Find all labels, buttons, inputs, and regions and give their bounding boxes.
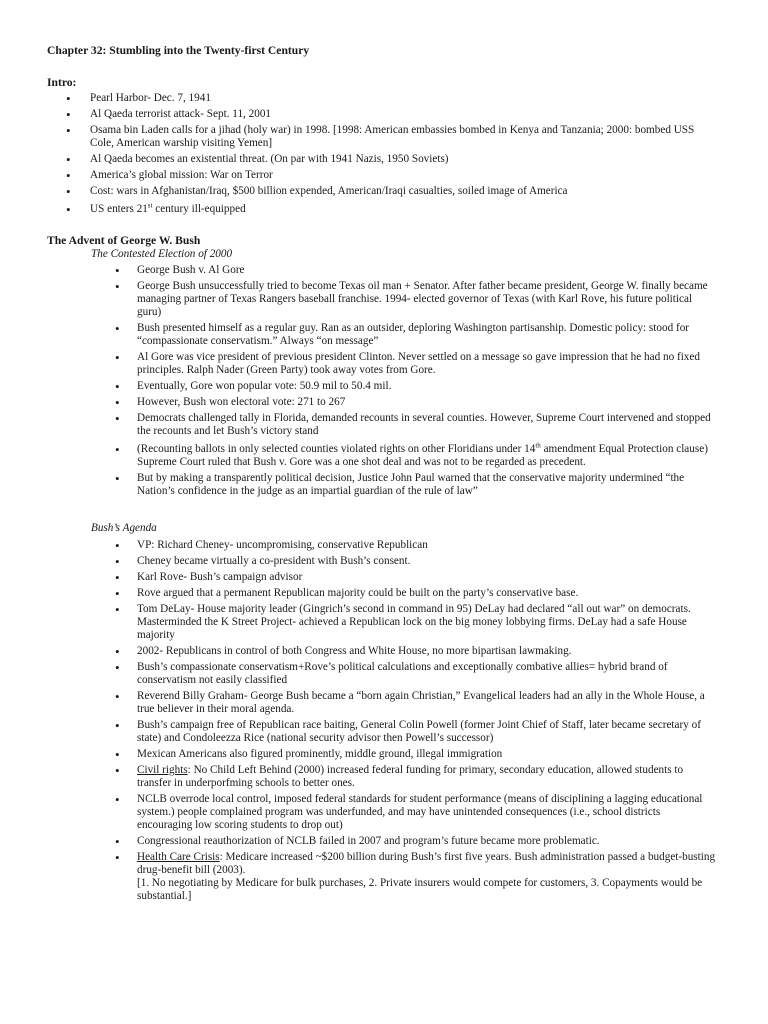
list-item <box>137 764 717 790</box>
list-item: • George Bush v. Al Gore <box>137 264 717 277</box>
list-item: • Al Qaeda terrorist attack- Sept. 11, 2001 <box>90 108 720 121</box>
intro-heading: Intro: <box>47 76 77 89</box>
list-item: • Reverend Billy Graham- George Bush became a “born again Christian,” Evangelical leaders had an ally in the Whole House, a true believer in their moral agenda. <box>137 690 717 716</box>
item-text: : Medicare increased ~$200 billion during Bush’s first five years. Bush administration passed a budget-busting drug-benefit bill (2003). <box>137 851 716 876</box>
list-item: • Al Qaeda becomes an existential threat. (On par with 1941 Nazis, 1950 Soviets) <box>90 153 720 166</box>
list-item: • However, Bush won electoral vote: 271 to 267 <box>137 396 717 409</box>
item-text: amendment Equal Protection clause) Supreme Court ruled that Bush v. Gore was a one shot deal and was not to be regarded as precedent. <box>137 443 708 468</box>
item-note: [1. No negotiating by Medicare for bulk purchases, 2. Private insurers would compete for customers, 3. Copayments would be substantial.] <box>137 877 703 902</box>
list-item: • Rove argued that a permanent Republican majority could be built on the party’s conservative base. <box>137 587 717 600</box>
list-item: • 2002- Republicans in control of both Congress and White House, no more bipartisan lawmaking. <box>137 645 717 658</box>
item-text: century ill-equipped <box>152 203 246 215</box>
superscript: th <box>535 441 541 450</box>
item-text: US enters 21 <box>90 203 148 215</box>
list-item: • Al Gore was vice president of previous president Clinton. Never settled on a message so gave impression that he had no fixed principles. Ralph Nader (Green Party) took away votes from Gore. <box>137 351 717 377</box>
list-item: • Bush’s campaign free of Republican race baiting, General Colin Powell (former Joint Chief of Staff, later became secretary of state) and Condoleezza Rice (national security advisor then Powell’s successor) <box>137 719 717 745</box>
list-item: • Cheney became virtually a co-president with Bush’s consent. <box>137 555 717 568</box>
subsection-heading: The Contested Election of 2000 <box>91 248 233 260</box>
list-item: • Eventually, Gore won popular vote: 50.9 mil to 50.4 mil. <box>137 380 717 393</box>
list-item: • Cost: wars in Afghanistan/Iraq, $500 billion expended, American/Iraqi casualties, soiled image of America <box>90 185 720 198</box>
list-item: • Pearl Harbor- Dec. 7, 1941 <box>90 92 720 105</box>
list-item <box>137 443 717 469</box>
list-item: • Tom DeLay- House majority leader (Gingrich’s second in command in 95) DeLay had declared “all out war” on democrats. Masterminded the K Street Project- achieved a Republican lock on the big money lobbying firms. DeLay had a safe House majority <box>137 603 717 642</box>
list-item: • But by making a transparently political decision, Justice John Paul warned that the conservative majority undermined “the Nation’s confidence in the judge as an impartial guardian of the rule of law” <box>137 472 717 498</box>
list-item <box>137 851 717 903</box>
list-item <box>90 203 720 216</box>
list-item: • Congressional reauthorization of NCLB failed in 2007 and program’s future became more problematic. <box>137 835 717 848</box>
section-heading: The Advent of George W. Bush <box>47 234 201 247</box>
list-item: • Osama bin Laden calls for a jihad (holy war) in 1998. [1998: American embassies bombed in Kenya and Tanzania; 2000: bombed USS Cole, American warship visiting Yemen] <box>90 124 720 150</box>
subsection-heading: Bush’s Agenda <box>91 522 157 534</box>
list-item: • America’s global mission: War on Terror <box>90 169 720 182</box>
list-item: • Bush’s compassionate conservatism+Rove’s political calculations and exceptionally combative allies= hybrid brand of conservatism not easily classified <box>137 661 717 687</box>
page-title: Chapter 32: Stumbling into the Twenty-first Century <box>47 44 310 57</box>
bush-agenda-list <box>137 539 717 906</box>
underlined-label: Civil rights <box>137 764 188 776</box>
item-text: (Recounting ballots in only selected counties violated rights on other Floridians under 14 <box>137 443 536 455</box>
intro-list <box>90 92 720 219</box>
item-text: : No Child Left Behind (2000) increased federal funding for primary, secondary education, allowed students to transfer in underporfming schools to better ones. <box>137 764 684 789</box>
contested-election-list <box>137 264 717 501</box>
list-item: • Bush presented himself as a regular guy. Ran as an outsider, deploring Washington partisanship. Domestic policy: stood for “compassionate conservatism.” Always “on message” <box>137 322 717 348</box>
list-item: • Mexican Americans also figured prominently, middle ground, illegal immigration <box>137 748 717 761</box>
list-item: • Karl Rove- Bush’s campaign advisor <box>137 571 717 584</box>
list-item: • Democrats challenged tally in Florida, demanded recounts in several counties. However, Supreme Court intervened and stopped the recounts and let Bush’s victory stand <box>137 412 717 438</box>
list-item: • George Bush unsuccessfully tried to become Texas oil man + Senator. After father became president, George W. finally became managing partner of Texas Rangers baseball franchise. 1994- elected governor of Texas (with Karl Rove, his future political guru) <box>137 280 717 319</box>
list-item: • NCLB overrode local control, imposed federal standards for student performance (means of disciplining a lagging educational system.) people complained program was underfunded, and may have unintended consequences (i.e., school districts encouraging low scoring students to drop out) <box>137 793 717 832</box>
underlined-label: Health Care Crisis <box>137 851 220 863</box>
superscript: st <box>147 201 153 210</box>
list-item: • VP: Richard Cheney- uncompromising, conservative Republican <box>137 539 717 552</box>
